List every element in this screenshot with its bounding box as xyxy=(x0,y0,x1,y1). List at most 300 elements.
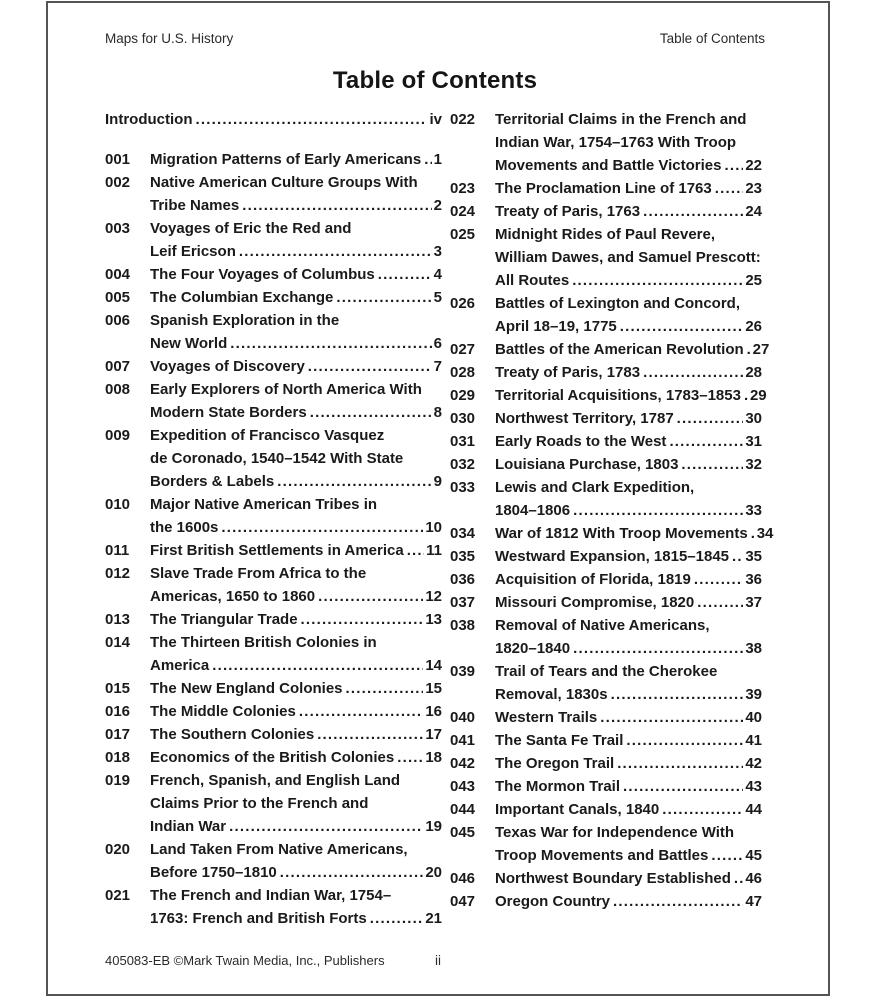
map-title-text: The Santa Fe Trail xyxy=(495,732,624,749)
toc-entry xyxy=(450,614,762,660)
map-number: 013 xyxy=(105,611,131,628)
toc-left-column xyxy=(105,108,442,930)
map-title-text: Expedition of Francisco Vasquez xyxy=(150,427,385,444)
page-number: 20 xyxy=(425,864,442,881)
page-number: 28 xyxy=(745,364,762,381)
toc-entry-lines xyxy=(495,384,767,407)
page-number: 36 xyxy=(745,571,762,588)
map-title-text: Acquisition of Florida, 1819 xyxy=(495,571,691,588)
toc-line xyxy=(495,660,762,683)
toc-line xyxy=(150,194,442,217)
map-title-text: 1804–1806 xyxy=(495,502,571,519)
folio-page-number: ii xyxy=(435,953,441,968)
toc-line xyxy=(150,608,442,631)
map-title-text: Important Canals, 1840 xyxy=(495,801,660,818)
map-title-text: April 18–19, 1775 xyxy=(495,318,617,335)
toc-entry xyxy=(450,568,762,591)
toc-line xyxy=(150,217,442,240)
toc-entry xyxy=(450,430,762,453)
toc-line xyxy=(495,614,762,637)
map-number: 009 xyxy=(105,427,131,444)
toc-entry xyxy=(105,148,442,171)
toc-entry-lines xyxy=(495,361,762,384)
toc-entry xyxy=(450,453,762,476)
toc-entry-lines xyxy=(495,821,762,867)
toc-entry-lines xyxy=(150,838,442,884)
toc-entry xyxy=(450,108,762,177)
page-number: 40 xyxy=(745,709,762,726)
toc-entry-lines xyxy=(495,545,762,568)
map-number: 021 xyxy=(105,887,131,904)
map-number: 047 xyxy=(450,893,476,910)
page-title: Table of Contents xyxy=(332,67,538,94)
map-number: 045 xyxy=(450,824,476,841)
dot-leader xyxy=(242,194,431,217)
page-number: 31 xyxy=(745,433,762,450)
running-header-right: Table of Contents xyxy=(659,31,765,46)
toc-entry xyxy=(450,407,762,430)
dot-leader xyxy=(229,815,423,838)
dot-leader xyxy=(221,516,423,539)
toc-entry xyxy=(450,384,767,407)
map-number: 042 xyxy=(450,755,476,772)
toc-line xyxy=(150,585,442,608)
map-title-text: Spanish Exploration in the xyxy=(150,312,340,329)
toc-entry xyxy=(105,263,442,286)
map-title-text: All Routes xyxy=(495,272,570,289)
toc-entry xyxy=(450,890,762,913)
map-number: 004 xyxy=(105,266,131,283)
toc-entry-lines xyxy=(150,148,442,171)
toc-line xyxy=(495,683,762,706)
toc-entry xyxy=(105,217,442,263)
toc-line xyxy=(495,407,762,430)
page-number: 38 xyxy=(745,640,762,657)
dot-leader xyxy=(724,154,743,177)
page-number: 19 xyxy=(425,818,442,835)
map-number: 019 xyxy=(105,772,131,789)
map-title-text: Indian War xyxy=(150,818,227,835)
map-number: 043 xyxy=(450,778,476,795)
map-title-text: Treaty of Paris, 1783 xyxy=(495,364,641,381)
toc-entry-lines xyxy=(495,775,762,798)
toc-line xyxy=(495,821,762,844)
page-number: 11 xyxy=(426,542,442,559)
toc-line xyxy=(150,240,442,263)
dot-leader xyxy=(212,654,423,677)
dot-leader xyxy=(239,240,432,263)
map-title-text: The Four Voyages of Columbus xyxy=(150,266,375,283)
dot-leader xyxy=(308,355,432,378)
page-number: 7 xyxy=(433,358,442,375)
map-number: 041 xyxy=(450,732,476,749)
toc-line xyxy=(150,286,442,309)
toc-entry xyxy=(450,775,762,798)
page-number: 22 xyxy=(745,157,762,174)
toc-entry-lines xyxy=(495,292,762,338)
toc-entry-lines xyxy=(495,591,762,614)
toc-entry-lines xyxy=(150,608,442,631)
toc-entry xyxy=(450,223,762,292)
map-number: 015 xyxy=(105,680,131,697)
toc-entry xyxy=(450,177,762,200)
map-number: 024 xyxy=(450,203,476,220)
dot-leader xyxy=(623,775,743,798)
toc-entry xyxy=(450,545,762,568)
page-number: 46 xyxy=(745,870,762,887)
map-title-text: Claims Prior to the French and xyxy=(150,795,369,812)
toc-entry xyxy=(450,821,762,867)
map-number: 044 xyxy=(450,801,476,818)
toc-entry xyxy=(105,677,442,700)
toc-entry xyxy=(105,884,442,930)
toc-line xyxy=(150,401,442,424)
map-number: 001 xyxy=(105,151,131,168)
dot-leader xyxy=(277,470,431,493)
page-footer xyxy=(48,953,828,968)
map-title-text: Troop Movements and Battles xyxy=(495,847,709,864)
toc-entry-lines xyxy=(150,355,442,378)
page-number: 30 xyxy=(745,410,762,427)
toc-line xyxy=(495,292,762,315)
page-number: 10 xyxy=(425,519,442,536)
map-title-text: First British Settlements in America xyxy=(150,542,404,559)
dot-leader xyxy=(407,539,424,562)
toc-entry-lines xyxy=(495,522,774,545)
map-number: 035 xyxy=(450,548,476,565)
map-title-text: The French and Indian War, 1754– xyxy=(150,887,392,904)
toc-line xyxy=(495,568,762,591)
map-title-text: Battles of Lexington and Concord, xyxy=(495,295,741,312)
map-number: 007 xyxy=(105,358,131,375)
toc-entry-lines xyxy=(495,890,762,913)
toc-entry xyxy=(105,539,442,562)
map-title-text: The New England Colonies xyxy=(150,680,343,697)
toc-line xyxy=(150,355,442,378)
page-number: 29 xyxy=(749,387,767,404)
map-title-text: Tribe Names xyxy=(150,197,240,214)
toc-entry-lines xyxy=(495,798,762,821)
page-number: 1 xyxy=(433,151,442,168)
toc-line xyxy=(150,148,442,171)
toc-entry xyxy=(450,660,762,706)
map-title-text: Removal, 1830s xyxy=(495,686,608,703)
toc-line xyxy=(150,838,442,861)
map-number: 016 xyxy=(105,703,131,720)
dot-leader xyxy=(669,430,743,453)
toc-line xyxy=(495,476,762,499)
page-number: 45 xyxy=(745,847,762,864)
page-number: 26 xyxy=(745,318,762,335)
map-number: 012 xyxy=(105,565,131,582)
toc-entry-lines xyxy=(150,217,442,263)
toc-line xyxy=(495,591,762,614)
toc-entry xyxy=(105,171,442,217)
page-number: 13 xyxy=(425,611,442,628)
toc-line xyxy=(495,798,762,821)
toc-line xyxy=(150,332,442,355)
toc-entry-lines xyxy=(150,263,442,286)
toc-line xyxy=(150,309,442,332)
page-number: 25 xyxy=(745,272,762,289)
map-number: 038 xyxy=(450,617,476,634)
toc-line xyxy=(495,545,762,568)
toc-right-column xyxy=(450,108,774,930)
toc-entry-lines xyxy=(495,729,762,752)
toc-line xyxy=(495,453,762,476)
toc-line xyxy=(495,338,770,361)
map-number: 040 xyxy=(450,709,476,726)
toc-entry xyxy=(105,309,442,355)
map-title-text: William Dawes, and Samuel Prescott: xyxy=(495,249,761,266)
toc-entry xyxy=(105,700,442,723)
map-number: 039 xyxy=(450,663,476,680)
map-title-text: Midnight Rides of Paul Revere, xyxy=(495,226,716,243)
dot-leader xyxy=(378,263,432,286)
dot-leader xyxy=(318,585,423,608)
dot-leader xyxy=(310,401,432,424)
toc-entry-lines xyxy=(150,631,442,677)
toc-entry xyxy=(450,361,762,384)
toc-entry xyxy=(450,591,762,614)
toc-line xyxy=(495,223,762,246)
toc-entry xyxy=(105,838,442,884)
map-title-text: Missouri Compromise, 1820 xyxy=(495,594,695,611)
map-title-text: de Coronado, 1540–1542 With State xyxy=(150,450,404,467)
dot-leader xyxy=(280,861,424,884)
map-title-text: Slave Trade From Africa to the xyxy=(150,565,367,582)
page-number: 8 xyxy=(433,404,442,421)
map-title-text: The Middle Colonies xyxy=(150,703,296,720)
dot-leader xyxy=(397,746,423,769)
toc-entry xyxy=(105,424,442,493)
toc-line xyxy=(150,562,442,585)
map-title-text: Before 1750–1810 xyxy=(150,864,277,881)
map-number: 037 xyxy=(450,594,476,611)
toc-entry-lines xyxy=(495,223,762,292)
toc-entry-lines xyxy=(495,200,762,223)
toc-entry xyxy=(105,108,442,131)
toc-line xyxy=(150,516,442,539)
toc-entry xyxy=(450,476,762,522)
page-number: 6 xyxy=(433,335,442,352)
toc-line xyxy=(495,384,767,407)
toc-line xyxy=(495,844,762,867)
dot-leader xyxy=(617,752,743,775)
toc-line xyxy=(495,706,762,729)
toc-line xyxy=(495,522,774,545)
toc-entry-lines xyxy=(495,453,762,476)
toc-line xyxy=(150,700,442,723)
toc-line xyxy=(495,637,762,660)
page-number: 44 xyxy=(745,801,762,818)
page-number: 2 xyxy=(433,197,442,214)
dot-leader xyxy=(611,683,744,706)
toc-entry-lines xyxy=(150,677,442,700)
map-number: 006 xyxy=(105,312,131,329)
dot-leader xyxy=(677,407,744,430)
map-title-text: Removal of Native Americans, xyxy=(495,617,710,634)
toc-entry-lines xyxy=(150,493,442,539)
toc-line xyxy=(495,269,762,292)
dot-leader xyxy=(734,867,743,890)
toc-line xyxy=(495,131,762,154)
toc-entry-lines xyxy=(150,769,442,838)
map-title-text: Trail of Tears and the Cherokee xyxy=(495,663,718,680)
toc-entry xyxy=(450,292,762,338)
dot-leader xyxy=(424,148,431,171)
map-title-text: Migration Patterns of Early Americans xyxy=(150,151,422,168)
map-number: 017 xyxy=(105,726,131,743)
toc-line xyxy=(495,177,762,200)
dot-leader xyxy=(195,108,427,131)
toc-entry-lines xyxy=(150,884,442,930)
map-title-text: Louisiana Purchase, 1803 xyxy=(495,456,679,473)
page-number: 24 xyxy=(745,203,762,220)
dot-leader xyxy=(697,591,743,614)
dot-leader xyxy=(747,338,751,361)
dot-leader xyxy=(662,798,743,821)
page-number: 4 xyxy=(433,266,442,283)
toc-entry xyxy=(105,746,442,769)
page-number: 17 xyxy=(425,726,442,743)
map-title-text: Borders & Labels xyxy=(150,473,275,490)
map-number: 032 xyxy=(450,456,476,473)
toc-line xyxy=(495,775,762,798)
page-number: 18 xyxy=(425,749,442,766)
map-title-text: New World xyxy=(150,335,228,352)
toc-entry-lines xyxy=(495,476,762,522)
toc-entry xyxy=(450,752,762,775)
map-number: 031 xyxy=(450,433,476,450)
map-title-text: Americas, 1650 to 1860 xyxy=(150,588,316,605)
toc-line xyxy=(150,447,442,470)
map-number: 014 xyxy=(105,634,131,651)
toc-entry-lines xyxy=(495,177,762,200)
dot-leader xyxy=(573,499,743,522)
toc-entry-lines xyxy=(495,108,762,177)
toc-entry-lines xyxy=(150,723,442,746)
running-header-left: Maps for U.S. History xyxy=(105,31,234,46)
page-number: 23 xyxy=(745,180,762,197)
toc-line xyxy=(495,361,762,384)
map-title-text: French, Spanish, and English Land xyxy=(150,772,401,789)
toc-entry-lines xyxy=(150,539,442,562)
dot-leader xyxy=(301,608,424,631)
page-number: 32 xyxy=(745,456,762,473)
toc-entry xyxy=(450,798,762,821)
map-title-text: 1820–1840 xyxy=(495,640,571,657)
toc-entry-lines xyxy=(495,706,762,729)
toc-entry xyxy=(450,729,762,752)
toc-entry-lines xyxy=(150,700,442,723)
toc-line xyxy=(150,792,442,815)
toc-line xyxy=(495,315,762,338)
map-title-text: America xyxy=(150,657,210,674)
toc-entry xyxy=(105,562,442,608)
map-title-text: The Triangular Trade xyxy=(150,611,298,628)
toc-entry xyxy=(450,706,762,729)
toc-line xyxy=(150,723,442,746)
publisher-credit: 405083-EB ©Mark Twain Media, Inc., Publishers xyxy=(105,953,385,968)
toc-entry-lines xyxy=(495,407,762,430)
toc-line xyxy=(495,154,762,177)
map-title-text: Voyages of Eric the Red and xyxy=(150,220,352,237)
toc-line xyxy=(150,493,442,516)
toc-line xyxy=(150,378,442,401)
map-number: 018 xyxy=(105,749,131,766)
page-number: 5 xyxy=(433,289,442,306)
toc-line xyxy=(495,867,762,890)
toc-entry-lines xyxy=(495,614,762,660)
map-title-text: Movements and Battle Victories xyxy=(495,157,722,174)
dot-leader xyxy=(643,361,743,384)
toc-line xyxy=(150,884,442,907)
map-title-text: Economics of the British Colonies xyxy=(150,749,395,766)
toc-line xyxy=(495,890,762,913)
toc-line xyxy=(150,815,442,838)
map-title-text: Northwest Boundary Established xyxy=(495,870,731,887)
map-title-text: The Mormon Trail xyxy=(495,778,621,795)
toc-entry-lines xyxy=(495,338,770,361)
dot-leader xyxy=(600,706,743,729)
map-title-text: War of 1812 With Troop Movements xyxy=(495,525,748,542)
toc-entry-lines xyxy=(150,286,442,309)
map-title-text: Territorial Acquisitions, 1783–1853 xyxy=(495,387,741,404)
toc-line xyxy=(495,752,762,775)
page-number: 14 xyxy=(425,657,442,674)
map-title-text: Early Explorers of North America With xyxy=(150,381,422,398)
page-number: 43 xyxy=(745,778,762,795)
map-title-text: Treaty of Paris, 1763 xyxy=(495,203,641,220)
map-title-text: The Thirteen British Colonies in xyxy=(150,634,377,651)
map-title-text: Leif Ericson xyxy=(150,243,236,260)
map-number: 003 xyxy=(105,220,131,237)
map-title-text: the 1600s xyxy=(150,519,219,536)
toc-entry xyxy=(105,355,442,378)
toc-entry xyxy=(450,867,762,890)
page-number: 47 xyxy=(745,893,762,910)
map-number: 008 xyxy=(105,381,131,398)
map-number: 027 xyxy=(450,341,476,358)
toc-entry xyxy=(105,608,442,631)
map-title-text: Western Trails xyxy=(495,709,598,726)
map-title-text: Westward Expansion, 1815–1845 xyxy=(495,548,730,565)
map-number: 002 xyxy=(105,174,131,191)
toc-line xyxy=(150,631,442,654)
toc-line xyxy=(150,171,442,194)
page-number: 39 xyxy=(745,686,762,703)
toc-entry-lines xyxy=(495,752,762,775)
page-number: 12 xyxy=(425,588,442,605)
map-number: 011 xyxy=(105,542,130,559)
toc-entry xyxy=(105,723,442,746)
toc-entry xyxy=(450,200,762,223)
map-number: 022 xyxy=(450,111,476,128)
dot-leader xyxy=(613,890,743,913)
toc-entry xyxy=(105,493,442,539)
map-number: 036 xyxy=(450,571,476,588)
toc-entry-lines xyxy=(150,171,442,217)
map-number: 028 xyxy=(450,364,476,381)
page-number: 37 xyxy=(745,594,762,611)
dot-leader xyxy=(744,384,748,407)
toc-entry-lines xyxy=(495,430,762,453)
map-title-text: Modern State Borders xyxy=(150,404,307,421)
dot-leader xyxy=(317,723,423,746)
map-title-text: Introduction xyxy=(105,111,193,128)
document-page xyxy=(46,1,830,996)
